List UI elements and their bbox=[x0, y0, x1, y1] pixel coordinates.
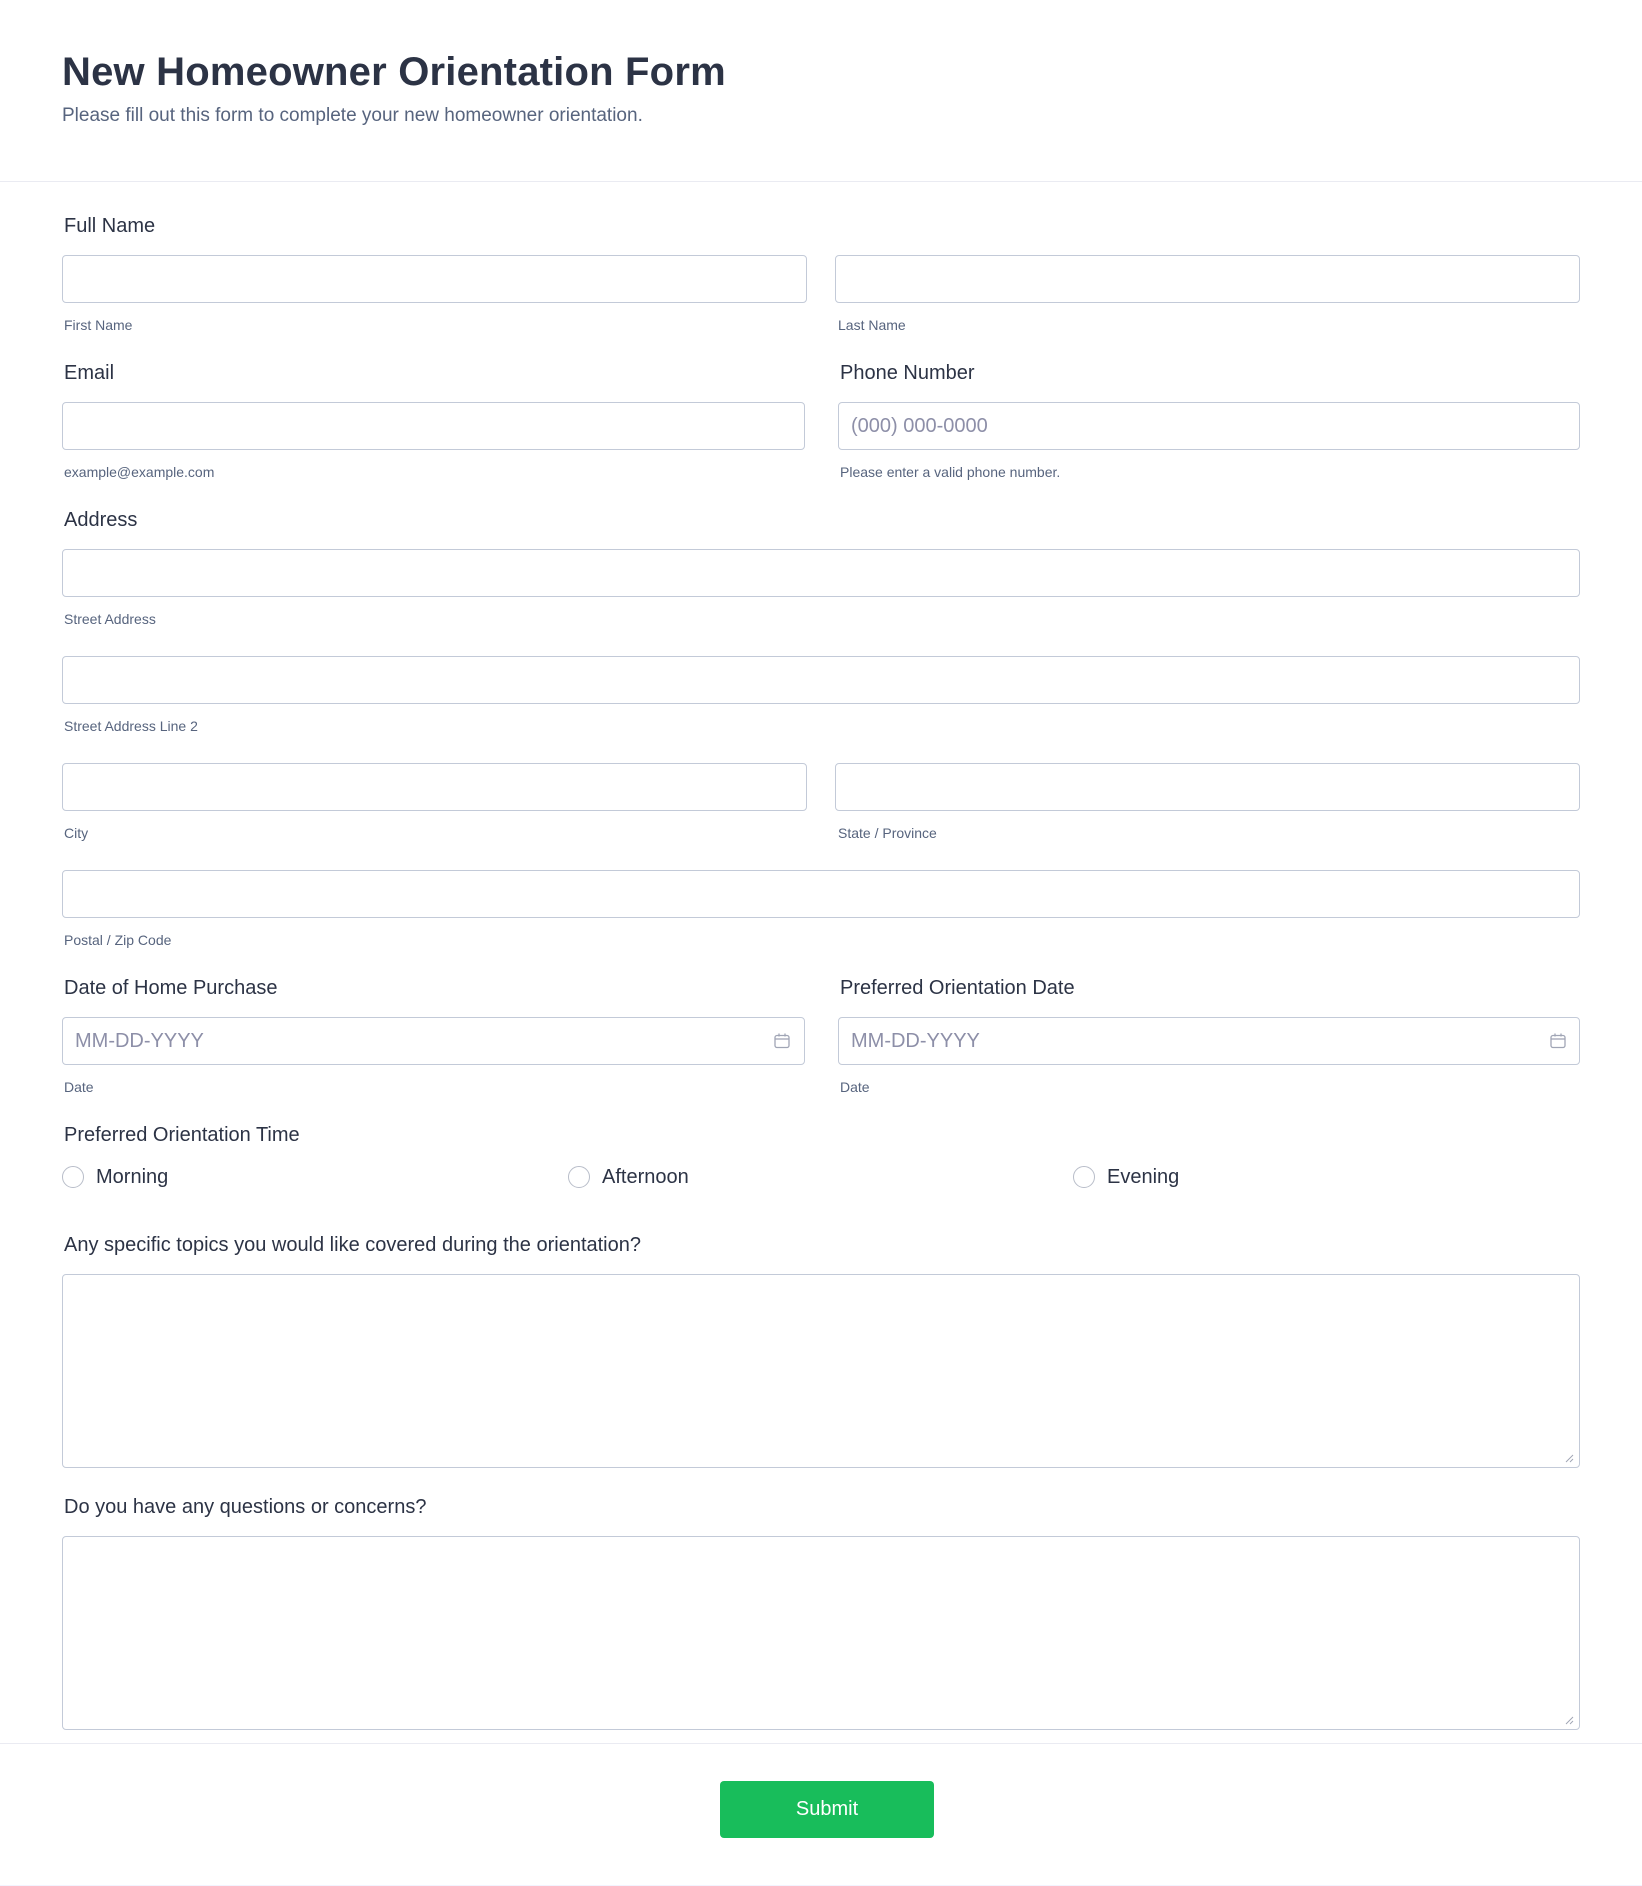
questions-label: Do you have any questions or concerns? bbox=[64, 1496, 427, 1518]
address-label: Address bbox=[64, 509, 138, 531]
postal-code-sublabel: Postal / Zip Code bbox=[64, 932, 172, 948]
calendar-icon[interactable] bbox=[773, 1032, 791, 1050]
radio-label-morning: Morning bbox=[96, 1165, 169, 1188]
resize-grip-icon[interactable] bbox=[1564, 1453, 1574, 1463]
street-address-line2-input[interactable] bbox=[62, 656, 1580, 704]
phone-sublabel: Please enter a valid phone number. bbox=[840, 464, 1061, 480]
email-field[interactable] bbox=[62, 402, 805, 450]
radio-option-morning[interactable] bbox=[62, 1162, 168, 1192]
radio-label-afternoon: Afternoon bbox=[602, 1165, 689, 1188]
city-sublabel: City bbox=[64, 825, 89, 841]
full-name-label: Full Name bbox=[64, 215, 156, 237]
orientation-date-input[interactable] bbox=[838, 1017, 1580, 1065]
email-sublabel: example@example.com bbox=[64, 464, 215, 480]
purchase-date-label: Date of Home Purchase bbox=[64, 977, 278, 999]
phone-field[interactable] bbox=[838, 402, 1580, 450]
postal-code-input[interactable] bbox=[62, 870, 1580, 918]
last-name-sublabel: Last Name bbox=[838, 317, 906, 333]
radio-circle[interactable] bbox=[62, 1166, 84, 1188]
email-label: Email bbox=[64, 362, 115, 384]
orientation-date-label: Preferred Orientation Date bbox=[840, 977, 1075, 999]
topics-label: Any specific topics you would like covered during the orientation? bbox=[64, 1234, 641, 1256]
first-name-sublabel: First Name bbox=[64, 317, 133, 333]
form-title: New Homeowner Orientation Form bbox=[62, 50, 726, 94]
state-sublabel: State / Province bbox=[838, 825, 937, 841]
topics-textarea[interactable] bbox=[62, 1274, 1580, 1468]
phone-label: Phone Number bbox=[840, 362, 975, 384]
submit-button[interactable]: Submit bbox=[720, 1781, 934, 1838]
calendar-icon[interactable] bbox=[1549, 1032, 1567, 1050]
resize-grip-icon[interactable] bbox=[1564, 1715, 1574, 1725]
city-input[interactable] bbox=[62, 763, 807, 811]
street-address-sublabel: Street Address bbox=[64, 611, 156, 627]
orientation-time-label: Preferred Orientation Time bbox=[64, 1124, 300, 1146]
radio-option-afternoon[interactable] bbox=[568, 1162, 689, 1192]
purchase-date-sublabel: Date bbox=[64, 1079, 94, 1095]
orientation-date-sublabel: Date bbox=[840, 1079, 870, 1095]
radio-circle[interactable] bbox=[568, 1166, 590, 1188]
purchase-date-input[interactable] bbox=[62, 1017, 805, 1065]
form-subtitle: Please fill out this form to complete your new homeowner orientation. bbox=[62, 105, 643, 126]
street-address-line2-sublabel: Street Address Line 2 bbox=[64, 718, 198, 734]
questions-textarea[interactable] bbox=[62, 1536, 1580, 1730]
radio-option-evening[interactable] bbox=[1073, 1162, 1179, 1192]
state-input[interactable] bbox=[835, 763, 1580, 811]
street-address-input[interactable] bbox=[62, 549, 1580, 597]
radio-label-evening: Evening bbox=[1107, 1165, 1180, 1188]
last-name-input[interactable] bbox=[835, 255, 1580, 303]
first-name-input[interactable] bbox=[62, 255, 807, 303]
radio-circle[interactable] bbox=[1073, 1166, 1095, 1188]
form-header bbox=[0, 0, 1642, 182]
